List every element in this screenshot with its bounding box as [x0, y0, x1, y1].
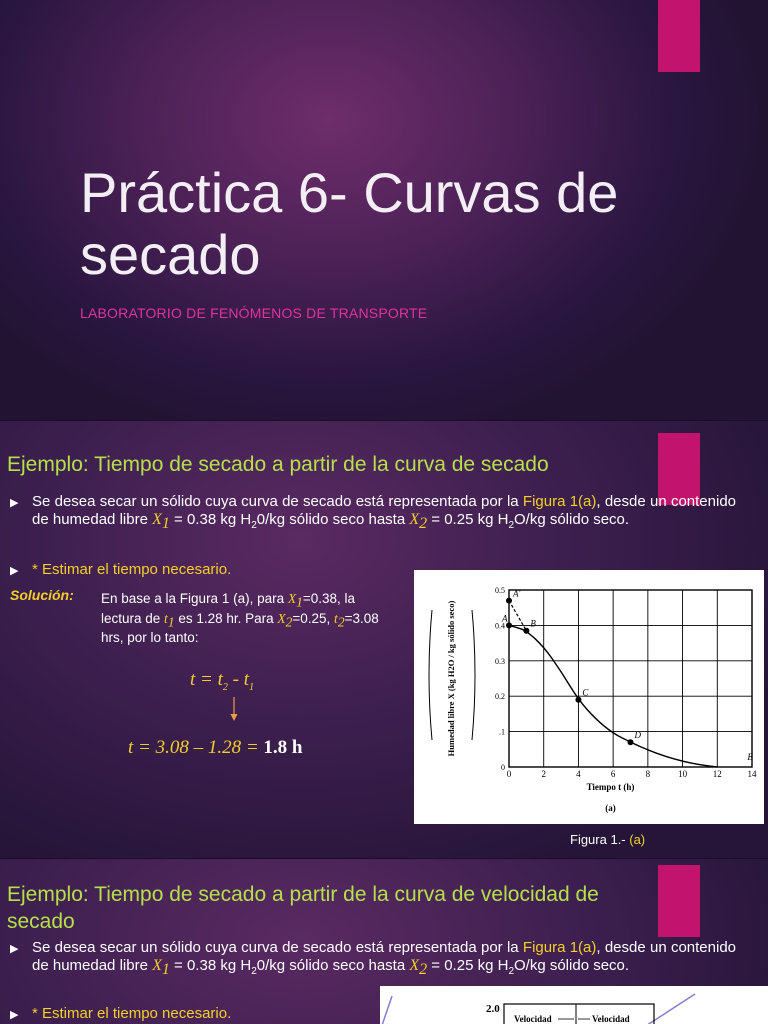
solution-text: En base a la Figura 1 (a), para $X_1=0.38$, la lectura de $t_1$ es 1.28 hr. Para $X_2=0.25$, $t_2=3.08$ hrs, por lo tanto: [101, 591, 379, 646]
x-tick-label: 8 [645, 769, 651, 779]
y-tick-label: .1 [499, 727, 505, 737]
problem-statement: ▶ Se desea secar un sólido cuya curva de secado está representada por la Figura 1(a), desde un contenido de humedad libre $X_1 = 0.38$ kg $H_20/kg$ sólido seco hasta $X_2 = 0.25$ kg $H_2O/kg$ sólido seco. [10, 493, 736, 532]
equation-time-difference: $t = t_2 - t_1$ [190, 669, 254, 693]
figure-caption: Figura 1.- (a) [570, 832, 646, 847]
y-tick-label: 0.4 [495, 621, 505, 631]
point-label: C [582, 687, 589, 698]
title-slide [0, 0, 768, 421]
panel-label: (a) [605, 803, 616, 813]
bullet-arrow-icon: ▶ [10, 565, 19, 577]
y-tick-label: 0.5 [495, 586, 505, 595]
point-label: E [747, 752, 753, 762]
data-point-C [575, 697, 581, 703]
ytick-top: 2.0 [486, 1003, 500, 1015]
data-point-D [628, 739, 634, 745]
solution-label: Solución: [10, 587, 74, 603]
y-tick-label: 0 [501, 763, 505, 772]
x-tick-label: 0 [506, 769, 512, 779]
task-statement: ▶ * Estimar el tiempo necesario. [10, 561, 232, 578]
result-value: 1.8 h [263, 737, 303, 758]
y-axis-label: Humedad libre X (kg H2O / kg sólido seco) [446, 600, 456, 757]
drying-curve-chart [414, 570, 764, 824]
data-point-B [523, 628, 529, 634]
presentation-title: Práctica 6- Curvas de secado [80, 161, 619, 286]
figure-reference: Figura 1(a) [522, 493, 597, 510]
rate-label-b: Velocidad [592, 1014, 630, 1024]
bullet-arrow-icon: ▶ [10, 943, 19, 955]
y-axis-bracket-left [429, 610, 432, 740]
presentation-subtitle: LABORATORIO DE FENÓMENOS DE TRANSPORTE [80, 305, 428, 321]
x-tick-label: 6 [610, 769, 616, 779]
figure-reference: Figura 1(a) [522, 939, 597, 956]
task-statement: ▶ * Estimar el tiempo necesario. [10, 1005, 232, 1022]
point-label: D [634, 730, 641, 741]
bullet-arrow-icon: ▶ [10, 497, 19, 509]
x-tick-label: 12 [712, 769, 722, 779]
example-slide-drying-rate-curve [0, 859, 768, 1024]
bullet-arrow-icon: ▶ [10, 1009, 19, 1021]
y-tick-label: 0.3 [495, 656, 505, 666]
x-tick-label: 2 [541, 769, 546, 779]
data-point-Ap [506, 598, 512, 604]
x-axis-label: Tiempo t (h) [586, 782, 635, 792]
problem-statement: ▶ Se desea secar un sólido cuya curva de secado está representada por la Figura 1(a), desde un contenido de humedad libre $X_1 = 0.38$ kg $H_20/kg$ sólido seco hasta $X_2 = 0.25$ kg $H_2O/kg$ sólido seco. [10, 939, 736, 978]
slide-title: Ejemplo: Tiempo de secado a partir de la curva de secado [7, 453, 549, 476]
drying-rate-chart [380, 986, 768, 1024]
x-tick-label: 10 [678, 769, 688, 779]
x-tick-label: 4 [576, 769, 581, 779]
equation-result: t = 3.08 – 1.28 = 1.8 h [128, 737, 303, 758]
drying-curve-figure [414, 570, 764, 824]
down-arrow-icon [230, 697, 238, 721]
y-tick-label: 0.2 [495, 692, 505, 702]
point-label: A [502, 613, 508, 624]
drying-rate-figure [380, 986, 768, 1024]
slide-title: Ejemplo: Tiempo de secado a partir de la curva de velocidad de secado [7, 883, 599, 933]
x-tick-label: 14 [747, 769, 757, 779]
point-label: B [530, 618, 536, 629]
example-slide-drying-curve [0, 421, 768, 859]
y-axis-bracket-right [472, 610, 475, 740]
accent-bar [658, 865, 700, 937]
rate-label-a: Velocidad [514, 1014, 552, 1024]
accent-bar [658, 0, 700, 72]
point-label: A' [513, 588, 521, 599]
